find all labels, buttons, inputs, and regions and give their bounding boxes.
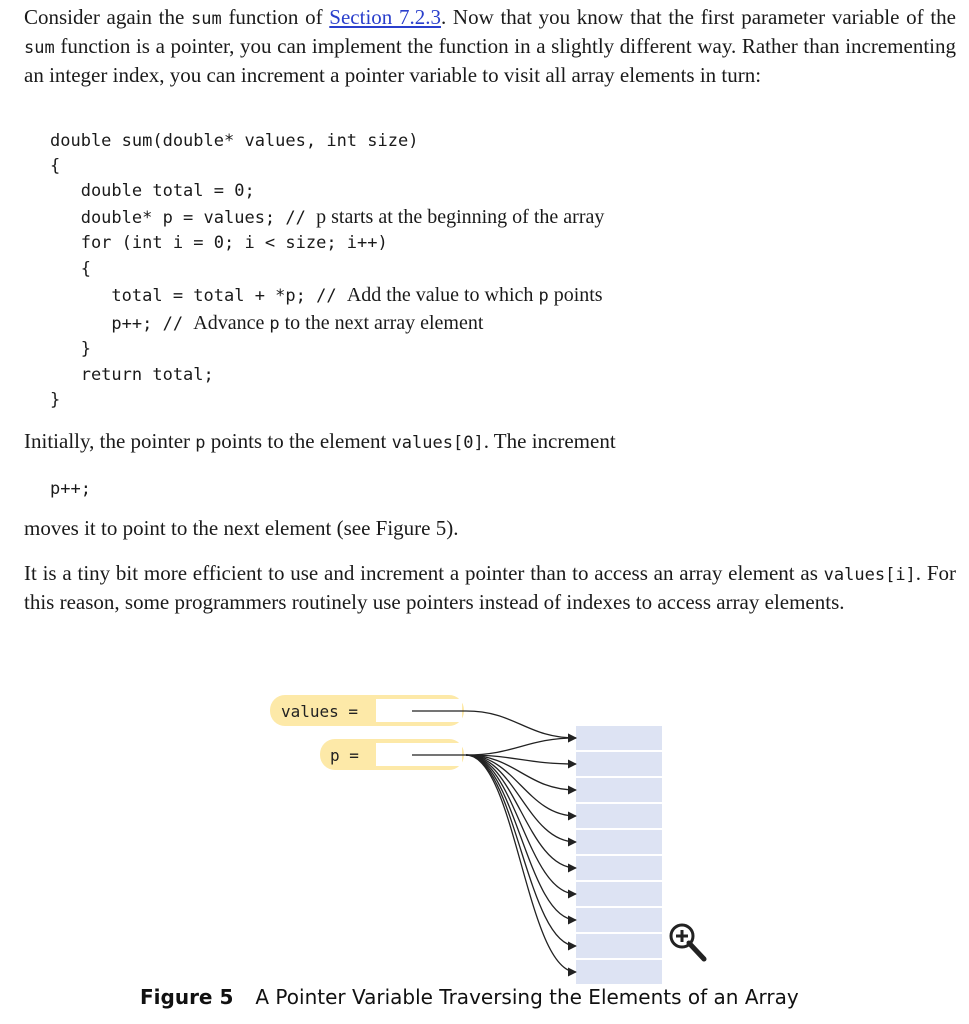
code-text: double* p = values; // <box>50 208 317 228</box>
code-line <box>50 284 950 307</box>
intro-text: Consider again the <box>24 5 192 29</box>
array-cell <box>576 908 662 932</box>
array-cell <box>576 830 662 854</box>
code-increment: p++; <box>50 479 91 499</box>
p-pointer-arrow <box>466 738 576 755</box>
body-text: . For this reason, some programmers routinely use pointers instead of indexes to access array elements. <box>24 561 956 614</box>
code-line: } <box>50 339 91 359</box>
code-comment: p <box>316 206 327 228</box>
section-link[interactable]: Section 7.2.3 <box>329 5 441 29</box>
body-text: It is a tiny bit more efficient to use and increment a pointer than to access an array element as <box>24 561 824 585</box>
efficient-paragraph <box>24 560 956 616</box>
body-text: points to the element <box>205 429 392 453</box>
inline-code: values[0] <box>391 433 484 453</box>
body-text: . The increment <box>483 429 616 453</box>
code-text: p <box>269 314 280 334</box>
p-pointer-arrow <box>466 755 576 894</box>
intro-text: function of <box>221 5 330 29</box>
code-line: for (int i = 0; i < size; i++) <box>50 233 388 253</box>
pointer-figure <box>0 660 969 990</box>
code-line: { <box>50 259 91 279</box>
figure-number: Figure 5 <box>140 985 234 1009</box>
p-label: p = <box>330 746 359 765</box>
array-cell <box>576 726 662 750</box>
intro-paragraph <box>24 4 956 89</box>
body-text: Initially, the pointer <box>24 429 196 453</box>
inline-code: sum <box>191 9 222 29</box>
intro-text: . Now that you know that the first parameter variable of the <box>440 5 956 29</box>
array-cell <box>576 934 662 958</box>
initially-paragraph <box>24 428 956 457</box>
code-line: { <box>50 156 61 176</box>
inline-code: sum <box>24 38 55 58</box>
values-label: values = <box>281 702 359 721</box>
code-text: p <box>538 286 549 306</box>
code-line: return total; <box>50 365 214 385</box>
code-line <box>50 206 950 229</box>
array-cell <box>576 778 662 802</box>
code-line: double total = 0; <box>50 181 255 201</box>
p-pointer-arrow <box>466 755 576 842</box>
code-comment: Advance <box>193 312 270 334</box>
array-cells <box>576 726 662 984</box>
inline-code: values[i] <box>823 565 916 585</box>
array-cell <box>576 882 662 906</box>
pointer-diagram <box>0 660 969 990</box>
intro-text: function is a pointer, you can implement the function in a slightly different way. Rather than incrementing an integer index, you can increment a pointer variable to visit all array elements in turn: <box>24 34 956 87</box>
array-cell <box>576 960 662 984</box>
code-comment: to the next array element <box>279 312 484 334</box>
code-comment: points <box>548 284 603 306</box>
figure-caption <box>140 985 799 1009</box>
array-cell <box>576 856 662 880</box>
moves-paragraph: moves it to point to the next element (see Figure 5). <box>24 516 459 540</box>
figure-title: A Pointer Variable Traversing the Elements of an Array <box>255 985 799 1009</box>
inline-code: p <box>195 433 206 453</box>
array-cell <box>576 804 662 828</box>
p-pointer-arrow <box>466 755 576 946</box>
code-comment: starts at the beginning of the array <box>326 206 605 228</box>
code-line: double sum(double* values, int size) <box>50 131 419 151</box>
code-line <box>50 312 950 335</box>
code-line: } <box>50 390 61 410</box>
code-comment: Add the value to which <box>346 284 539 306</box>
p-pointer-arrow <box>466 755 576 920</box>
code-text: p++; // <box>50 314 194 334</box>
values-pointer-arrow <box>466 711 576 738</box>
array-cell <box>576 752 662 776</box>
code-text: total = total + *p; // <box>50 286 347 306</box>
magnifier-plus-icon[interactable] <box>671 925 704 959</box>
